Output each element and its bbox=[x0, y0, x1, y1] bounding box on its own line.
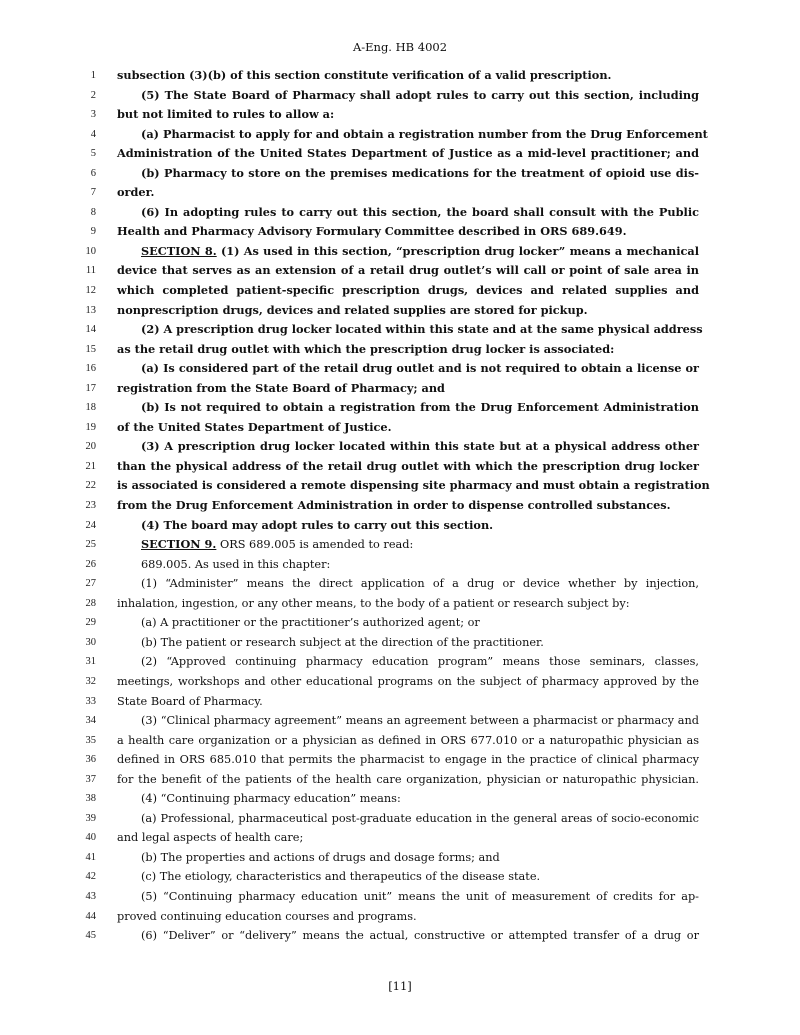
text-line bbox=[0, 926, 800, 946]
text-line bbox=[0, 496, 800, 516]
line-number: 35 bbox=[85, 734, 96, 746]
text-segment: than the physical address of the retail drug outlet with which the prescription drug locker bbox=[117, 458, 699, 473]
line-number: 7 bbox=[90, 187, 96, 199]
text-segment: (3) “Clinical pharmacy agreement” means an agreement between a pharmacist or pharmacy and bbox=[141, 714, 699, 728]
text-segment: (b) The properties and actions of drugs and dosage forms; and bbox=[141, 850, 500, 864]
line-text bbox=[141, 535, 699, 555]
line-number: 30 bbox=[85, 636, 96, 648]
line-text bbox=[117, 105, 699, 125]
text-segment: (b) Is not required to obtain a registration from the Drug Enforcement Administration bbox=[141, 400, 699, 415]
line-text bbox=[141, 926, 699, 946]
text-segment: nonprescription drugs, devices and related supplies are stored for pickup. bbox=[117, 302, 588, 317]
text-segment: but not limited to rules to allow a: bbox=[117, 107, 335, 122]
text-segment: proved continuing education courses and programs. bbox=[117, 909, 417, 923]
text-line bbox=[0, 613, 800, 633]
line-text bbox=[117, 828, 699, 848]
text-line bbox=[0, 437, 800, 457]
text-segment: (1) As used in this section, “prescription drug locker” means a mechanical bbox=[216, 243, 699, 258]
text-segment: (5) The State Board of Pharmacy shall adopt rules to carry out this section, including bbox=[141, 87, 699, 102]
text-line bbox=[0, 711, 800, 731]
text-line bbox=[0, 261, 800, 281]
text-line bbox=[0, 164, 800, 184]
text-segment: meetings, workshops and other educational programs on the subject of pharmacy approved by the bbox=[117, 674, 699, 688]
text-segment: ORS 689.005 is amended to read: bbox=[216, 538, 414, 552]
line-number: 29 bbox=[85, 617, 96, 629]
line-text bbox=[117, 301, 699, 321]
text-segment: is associated is considered a remote dispensing site pharmacy and must obtain a registration bbox=[117, 478, 710, 493]
text-segment: (a) A practitioner or the practitioner’s authorized agent; or bbox=[141, 616, 480, 630]
line-text bbox=[117, 340, 699, 360]
text-segment: State Board of Pharmacy. bbox=[117, 694, 263, 708]
text-line bbox=[0, 125, 800, 145]
text-segment: (a) Is considered part of the retail drug outlet and is not required to obtain a license or bbox=[141, 361, 699, 376]
line-number: 42 bbox=[85, 871, 96, 883]
text-segment: (1) “Administer” means the direct application of a drug or device whether by injection, bbox=[141, 577, 699, 591]
text-line bbox=[0, 418, 800, 438]
line-number: 45 bbox=[85, 930, 96, 942]
text-line bbox=[0, 750, 800, 770]
text-segment: as the retail drug outlet with which the prescription drug locker is associated: bbox=[117, 341, 615, 356]
line-text bbox=[117, 418, 699, 438]
text-line bbox=[0, 340, 800, 360]
text-line bbox=[0, 633, 800, 653]
line-number: 32 bbox=[85, 675, 96, 687]
line-text bbox=[141, 574, 699, 594]
line-text bbox=[141, 613, 699, 633]
line-text bbox=[141, 125, 708, 145]
line-number: 41 bbox=[85, 851, 96, 863]
line-number: 37 bbox=[85, 773, 96, 785]
line-text bbox=[141, 203, 699, 223]
text-segment: (c) The etiology, characteristics and therapeutics of the disease state. bbox=[141, 870, 541, 884]
text-segment: (4) “Continuing pharmacy education” means: bbox=[141, 792, 401, 806]
text-line bbox=[0, 535, 800, 555]
text-line bbox=[0, 867, 800, 887]
line-text bbox=[141, 652, 699, 672]
line-text bbox=[141, 633, 699, 653]
line-number: 44 bbox=[85, 910, 96, 922]
line-text bbox=[141, 711, 699, 731]
text-segment: for the benefit of the patients of the health care organization, physician or naturopathic physician. bbox=[117, 772, 699, 786]
line-number: 2 bbox=[90, 89, 96, 101]
text-segment: (2) A prescription drug locker located within this state and at the same physical address bbox=[141, 322, 703, 337]
text-segment: (4) The board may adopt rules to carry out this section. bbox=[141, 517, 494, 532]
line-text bbox=[117, 770, 699, 790]
text-line bbox=[0, 359, 800, 379]
text-segment: device that serves as an extension of a retail drug outlet’s will call or point of sale area in bbox=[117, 263, 699, 278]
text-line bbox=[0, 379, 800, 399]
line-text bbox=[117, 496, 699, 516]
text-line bbox=[0, 770, 800, 790]
text-line bbox=[0, 574, 800, 594]
text-segment: and legal aspects of health care; bbox=[117, 831, 304, 845]
line-text bbox=[117, 222, 699, 242]
text-segment: (3) A prescription drug locker located within this state but at a physical address other bbox=[141, 439, 699, 454]
line-number: 16 bbox=[85, 363, 96, 375]
line-text bbox=[141, 555, 699, 575]
line-text bbox=[117, 594, 699, 614]
line-text bbox=[117, 731, 699, 751]
text-line bbox=[0, 242, 800, 262]
line-text bbox=[141, 398, 699, 418]
page-number: [11] bbox=[388, 979, 412, 993]
line-number: 19 bbox=[85, 421, 96, 433]
section-heading: SECTION 9. bbox=[141, 537, 217, 552]
text-line bbox=[0, 672, 800, 692]
line-text bbox=[141, 359, 699, 379]
text-segment: inhalation, ingestion, or any other means, to the body of a patient or research subject by: bbox=[117, 596, 630, 610]
text-line bbox=[0, 183, 800, 203]
line-text bbox=[117, 379, 699, 399]
line-text bbox=[141, 867, 699, 887]
text-line bbox=[0, 848, 800, 868]
line-text bbox=[117, 672, 699, 692]
line-text bbox=[141, 86, 699, 106]
line-number: 26 bbox=[85, 558, 96, 570]
text-segment: (a) Professional, pharmaceutical post-graduate education in the general areas of socio-economic bbox=[141, 811, 699, 825]
line-number: 36 bbox=[85, 754, 96, 766]
text-segment: (6) “Deliver” or “delivery” means the actual, constructive or attempted transfer of a drug or bbox=[141, 929, 699, 943]
text-line bbox=[0, 281, 800, 301]
text-line bbox=[0, 105, 800, 125]
line-text bbox=[117, 476, 710, 496]
line-number: 18 bbox=[85, 402, 96, 414]
line-number: 22 bbox=[85, 480, 96, 492]
line-number: 20 bbox=[85, 441, 96, 453]
line-text bbox=[117, 907, 699, 927]
line-number: 14 bbox=[85, 324, 96, 336]
line-number: 9 bbox=[90, 226, 96, 238]
line-text bbox=[117, 457, 699, 477]
text-line bbox=[0, 301, 800, 321]
text-line bbox=[0, 457, 800, 477]
text-segment: which completed patient-specific prescription drugs, devices and related supplies and bbox=[117, 283, 699, 298]
text-line bbox=[0, 555, 800, 575]
line-number: 8 bbox=[90, 206, 96, 218]
line-number: 43 bbox=[85, 890, 96, 902]
text-segment: order. bbox=[117, 185, 155, 200]
line-text bbox=[141, 164, 699, 184]
text-line bbox=[0, 320, 800, 340]
text-line bbox=[0, 907, 800, 927]
text-segment: of the United States Department of Justice. bbox=[117, 419, 392, 434]
line-number: 24 bbox=[85, 519, 96, 531]
line-text bbox=[141, 887, 699, 907]
line-text bbox=[117, 692, 699, 712]
text-segment: (6) In adopting rules to carry out this section, the board shall consult with the Public bbox=[141, 204, 699, 219]
text-segment: 689.005. As used in this chapter: bbox=[141, 557, 331, 571]
line-number: 39 bbox=[85, 812, 96, 824]
text-line bbox=[0, 516, 800, 536]
line-text bbox=[117, 66, 699, 86]
text-line bbox=[0, 692, 800, 712]
text-line bbox=[0, 222, 800, 242]
line-number: 23 bbox=[85, 500, 96, 512]
section-heading: SECTION 8. bbox=[141, 243, 217, 258]
line-text bbox=[117, 281, 699, 301]
text-segment: (b) The patient or research subject at the direction of the practitioner. bbox=[141, 635, 544, 649]
text-line bbox=[0, 66, 800, 86]
text-segment: (b) Pharmacy to store on the premises medications for the treatment of opioid use dis- bbox=[141, 165, 699, 180]
line-number: 21 bbox=[85, 460, 96, 472]
line-text bbox=[141, 242, 699, 262]
document-body bbox=[0, 66, 800, 946]
line-number: 40 bbox=[85, 832, 96, 844]
line-text bbox=[117, 144, 699, 164]
text-line bbox=[0, 887, 800, 907]
line-number: 12 bbox=[85, 285, 96, 297]
text-line bbox=[0, 828, 800, 848]
line-text bbox=[117, 750, 699, 770]
line-number: 25 bbox=[85, 539, 96, 551]
text-segment: (a) Pharmacist to apply for and obtain a registration number from the Drug Enforcement bbox=[141, 126, 708, 141]
text-line bbox=[0, 731, 800, 751]
document-header: A-Eng. HB 4002 bbox=[352, 40, 448, 54]
text-segment: registration from the State Board of Pharmacy; and bbox=[117, 380, 445, 395]
line-number: 6 bbox=[90, 167, 96, 179]
line-text bbox=[141, 848, 699, 868]
line-number: 17 bbox=[85, 382, 96, 394]
text-line bbox=[0, 809, 800, 829]
text-segment: subsection (3)(b) of this section constitute verification of a valid prescription. bbox=[117, 68, 612, 82]
line-number: 15 bbox=[85, 343, 96, 355]
line-text bbox=[117, 261, 699, 281]
text-segment: from the Drug Enforcement Administration in order to dispense controlled substances. bbox=[117, 498, 671, 513]
text-line bbox=[0, 203, 800, 223]
line-number: 34 bbox=[85, 715, 96, 727]
text-segment: (2) “Approved continuing pharmacy education program” means those seminars, classes, bbox=[141, 655, 699, 669]
line-number: 3 bbox=[90, 109, 96, 121]
line-number: 28 bbox=[85, 597, 96, 609]
line-number: 5 bbox=[90, 148, 96, 160]
text-line bbox=[0, 789, 800, 809]
line-number: 31 bbox=[85, 656, 96, 668]
line-number: 10 bbox=[85, 245, 96, 257]
line-number: 4 bbox=[90, 128, 96, 140]
text-line bbox=[0, 594, 800, 614]
text-segment: a health care organization or a physician as defined in ORS 677.010 or a naturopathic physician as bbox=[117, 733, 699, 747]
line-number: 11 bbox=[85, 265, 96, 277]
line-number: 38 bbox=[85, 793, 96, 805]
line-number: 13 bbox=[85, 304, 96, 316]
line-text bbox=[141, 437, 699, 457]
line-text bbox=[141, 320, 703, 340]
text-segment: defined in ORS 685.010 that permits the pharmacist to engage in the practice of clinical pharmacy bbox=[117, 753, 699, 767]
text-line bbox=[0, 86, 800, 106]
text-segment: Administration of the United States Department of Justice as a mid-level practitioner; and bbox=[117, 146, 699, 161]
text-line bbox=[0, 398, 800, 418]
text-line bbox=[0, 144, 800, 164]
text-segment: Health and Pharmacy Advisory Formulary Committee described in ORS 689.649. bbox=[117, 224, 627, 239]
line-text bbox=[141, 789, 699, 809]
line-number: 33 bbox=[85, 695, 96, 707]
text-segment: (5) “Continuing pharmacy education unit” means the unit of measurement of credits for ap- bbox=[141, 889, 699, 903]
text-line bbox=[0, 476, 800, 496]
line-text bbox=[141, 809, 699, 829]
line-text bbox=[117, 183, 699, 203]
line-number: 1 bbox=[90, 70, 96, 81]
line-text bbox=[141, 516, 699, 536]
text-line bbox=[0, 652, 800, 672]
line-number: 27 bbox=[85, 578, 96, 590]
